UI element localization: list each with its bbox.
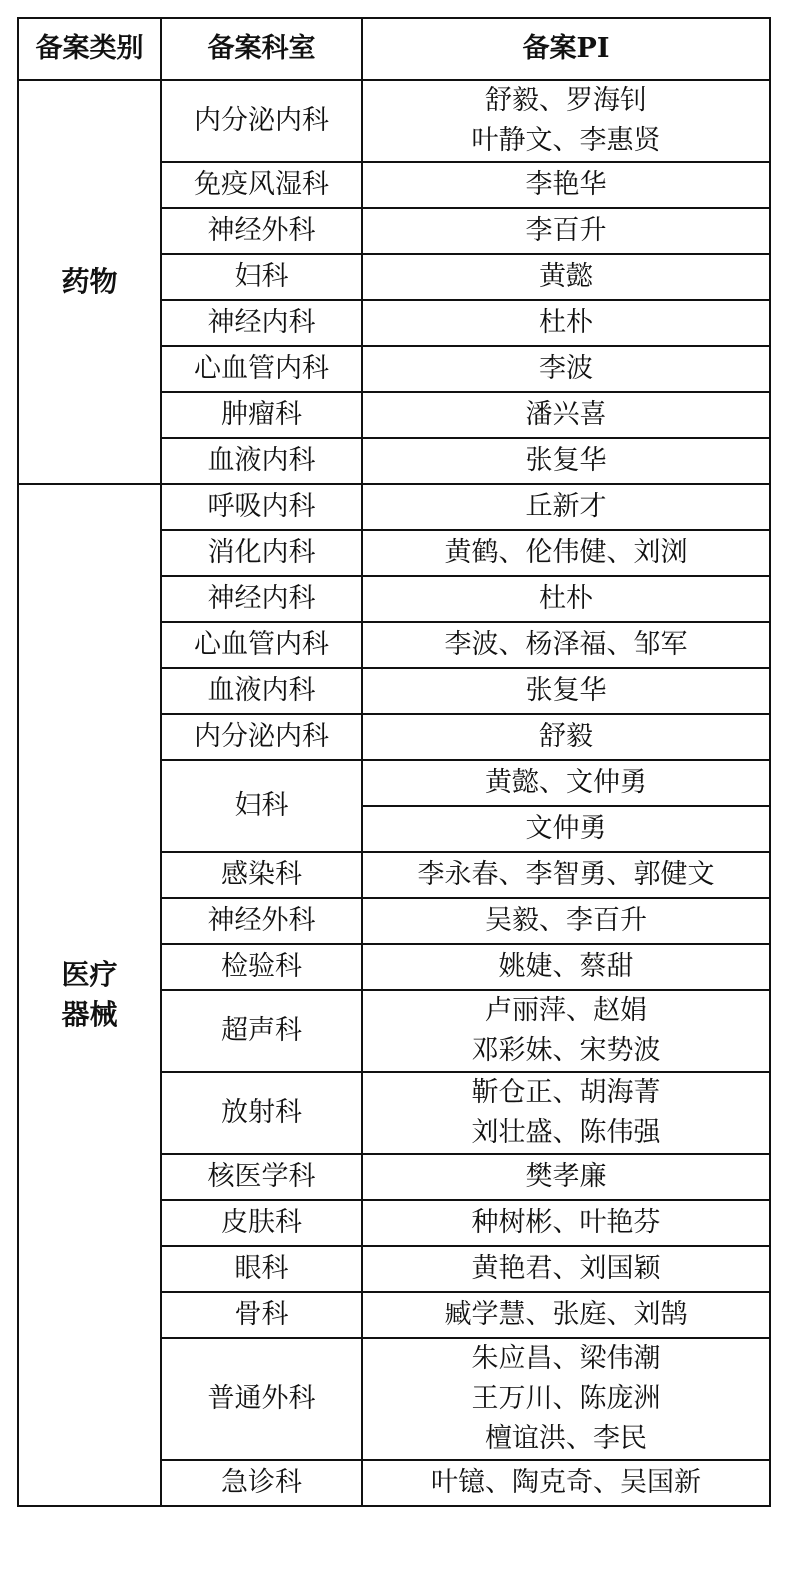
pi-cell: 种树彬、叶艳芬 — [362, 1200, 770, 1246]
department-cell: 肿瘤科 — [161, 392, 362, 438]
filing-table-page — [17, 17, 769, 1507]
department-cell: 神经外科 — [161, 898, 362, 944]
department-cell: 呼吸内科 — [161, 484, 362, 530]
department-cell: 血液内科 — [161, 438, 362, 484]
department-cell: 内分泌内科 — [161, 80, 362, 162]
pi-cell: 丘新才 — [362, 484, 770, 530]
pi-cell: 黄鹤、伦伟健、刘浏 — [362, 530, 770, 576]
department-cell: 放射科 — [161, 1072, 362, 1154]
category-medical-device — [18, 484, 161, 1506]
pi-cell: 黄懿 — [362, 254, 770, 300]
pi-cell: 黄懿、文仲勇 — [362, 760, 770, 806]
pi-line: 卢丽萍、赵娟 — [485, 995, 647, 1026]
department-cell: 消化内科 — [161, 530, 362, 576]
department-cell: 妇科 — [161, 254, 362, 300]
department-cell: 骨科 — [161, 1292, 362, 1338]
department-cell: 急诊科 — [161, 1460, 362, 1506]
department-cell: 超声科 — [161, 990, 362, 1072]
department-cell: 检验科 — [161, 944, 362, 990]
table-row — [18, 80, 770, 162]
pi-line: 檀谊洪、李民 — [485, 1423, 647, 1454]
department-cell: 皮肤科 — [161, 1200, 362, 1246]
department-cell: 核医学科 — [161, 1154, 362, 1200]
pi-cell: 潘兴喜 — [362, 392, 770, 438]
header-category: 备案类别 — [18, 18, 161, 80]
department-cell: 免疫风湿科 — [161, 162, 362, 208]
pi-cell: 吴毅、李百升 — [362, 898, 770, 944]
pi-cell: 姚婕、蔡甜 — [362, 944, 770, 990]
pi-cell: 杜朴 — [362, 576, 770, 622]
pi-line: 舒毅、罗海钊 — [485, 85, 647, 116]
header-department: 备案科室 — [161, 18, 362, 80]
pi-cell — [362, 80, 770, 162]
pi-cell: 臧学慧、张庭、刘鹄 — [362, 1292, 770, 1338]
pi-line: 刘壮盛、陈伟强 — [471, 1117, 661, 1148]
pi-cell: 黄艳君、刘国颖 — [362, 1246, 770, 1292]
department-cell: 神经外科 — [161, 208, 362, 254]
category-device-line: 医疗 — [61, 958, 118, 991]
pi-cell: 张复华 — [362, 668, 770, 714]
department-cell: 妇科 — [161, 760, 362, 852]
category-device-line: 器械 — [61, 998, 118, 1031]
pi-cell — [362, 990, 770, 1072]
pi-cell: 舒毅 — [362, 714, 770, 760]
pi-line: 朱应昌、梁伟潮 — [471, 1343, 661, 1374]
department-cell: 普通外科 — [161, 1338, 362, 1460]
pi-line: 王万川、陈庞洲 — [471, 1383, 661, 1414]
department-cell: 眼科 — [161, 1246, 362, 1292]
pi-cell: 叶镱、陶克奇、吴国新 — [362, 1460, 770, 1506]
pi-cell: 李百升 — [362, 208, 770, 254]
pi-cell: 李艳华 — [362, 162, 770, 208]
pi-cell — [362, 1072, 770, 1154]
header-row — [18, 18, 770, 80]
pi-cell: 樊孝廉 — [362, 1154, 770, 1200]
category-drug: 药物 — [18, 80, 161, 484]
department-cell: 心血管内科 — [161, 622, 362, 668]
department-cell: 内分泌内科 — [161, 714, 362, 760]
department-cell: 心血管内科 — [161, 346, 362, 392]
filing-table — [17, 17, 771, 1507]
department-cell: 神经内科 — [161, 576, 362, 622]
pi-cell: 杜朴 — [362, 300, 770, 346]
header-pi: 备案PI — [362, 18, 770, 80]
pi-cell — [362, 1338, 770, 1460]
pi-cell: 李永春、李智勇、郭健文 — [362, 852, 770, 898]
department-cell: 神经内科 — [161, 300, 362, 346]
table-row — [18, 484, 770, 530]
pi-cell: 李波、杨泽福、邹军 — [362, 622, 770, 668]
pi-line: 叶静文、李惠贤 — [471, 125, 661, 156]
department-cell: 感染科 — [161, 852, 362, 898]
pi-line: 邓彩妹、宋势波 — [471, 1035, 661, 1066]
pi-cell: 文仲勇 — [362, 806, 770, 852]
pi-cell: 李波 — [362, 346, 770, 392]
pi-line: 靳仓正、胡海菁 — [471, 1077, 661, 1108]
pi-cell: 张复华 — [362, 438, 770, 484]
department-cell: 血液内科 — [161, 668, 362, 714]
